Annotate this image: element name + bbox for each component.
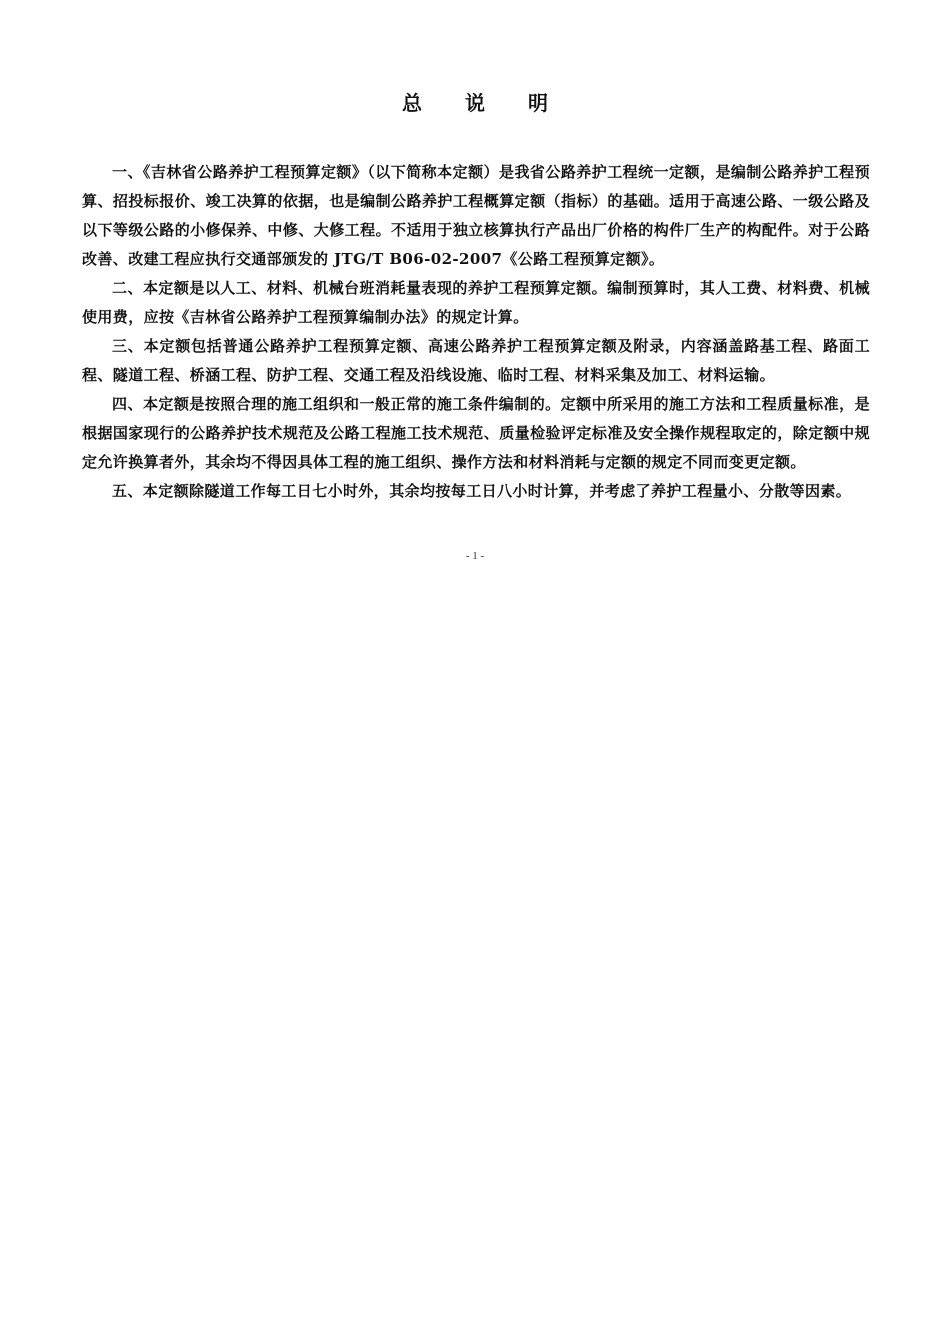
paragraph-5: 五、本定额除隧道工作每工日七小时外，其余均按每工日八小时计算，并考虑了养护工程量小、分散等因素。 — [112, 482, 852, 500]
page-title: 总 说 明 — [402, 91, 566, 115]
document-body — [82, 158, 870, 506]
paragraph-1: 一、《吉林省公路养护工程预算定额》（以下简称本定额）是我省公路养护工程统一定额，是编制公路养护工程预算、招投标报价、竣工决算的依据，也是编制公路养护工程概算定额（指标）的基础。适用于高速公路、一级公路及以下等级公路的小修保养、中修、大修工程。不适用于独立核算执行产品出厂价格的构件厂生产的构配件。对于公路改善、改建工程应执行交通部颁发的 JTG/T B06-02-2007《公路工程预算定额》。 — [82, 163, 870, 268]
page-number: - 1 - — [465, 550, 485, 562]
paragraph-3: 三、本定额包括普通公路养护工程预算定额、高速公路养护工程预算定额及附录，内容涵盖路基工程、路面工程、隧道工程、桥涵工程、防护工程、交通工程及沿线设施、临时工程、材料采集及加工、材料运输。 — [82, 337, 870, 384]
paragraph-4: 四、本定额是按照合理的施工组织和一般正常的施工条件编制的。定额中所采用的施工方法和工程质量标准，是根据国家现行的公路养护技术规范及公路工程施工技术规范、质量检验评定标准及安全操作规程取定的，除定额中规定允许换算者外，其余均不得因具体工程的施工组织、操作方法和材料消耗与定额的规定不同而变更定额。 — [82, 395, 870, 471]
paragraph-2: 二、本定额是以人工、材料、机械台班消耗量表现的养护工程预算定额。编制预算时，其人工费、材料费、机械使用费，应按《吉林省公路养护工程预算编制办法》的规定计算。 — [82, 279, 870, 326]
